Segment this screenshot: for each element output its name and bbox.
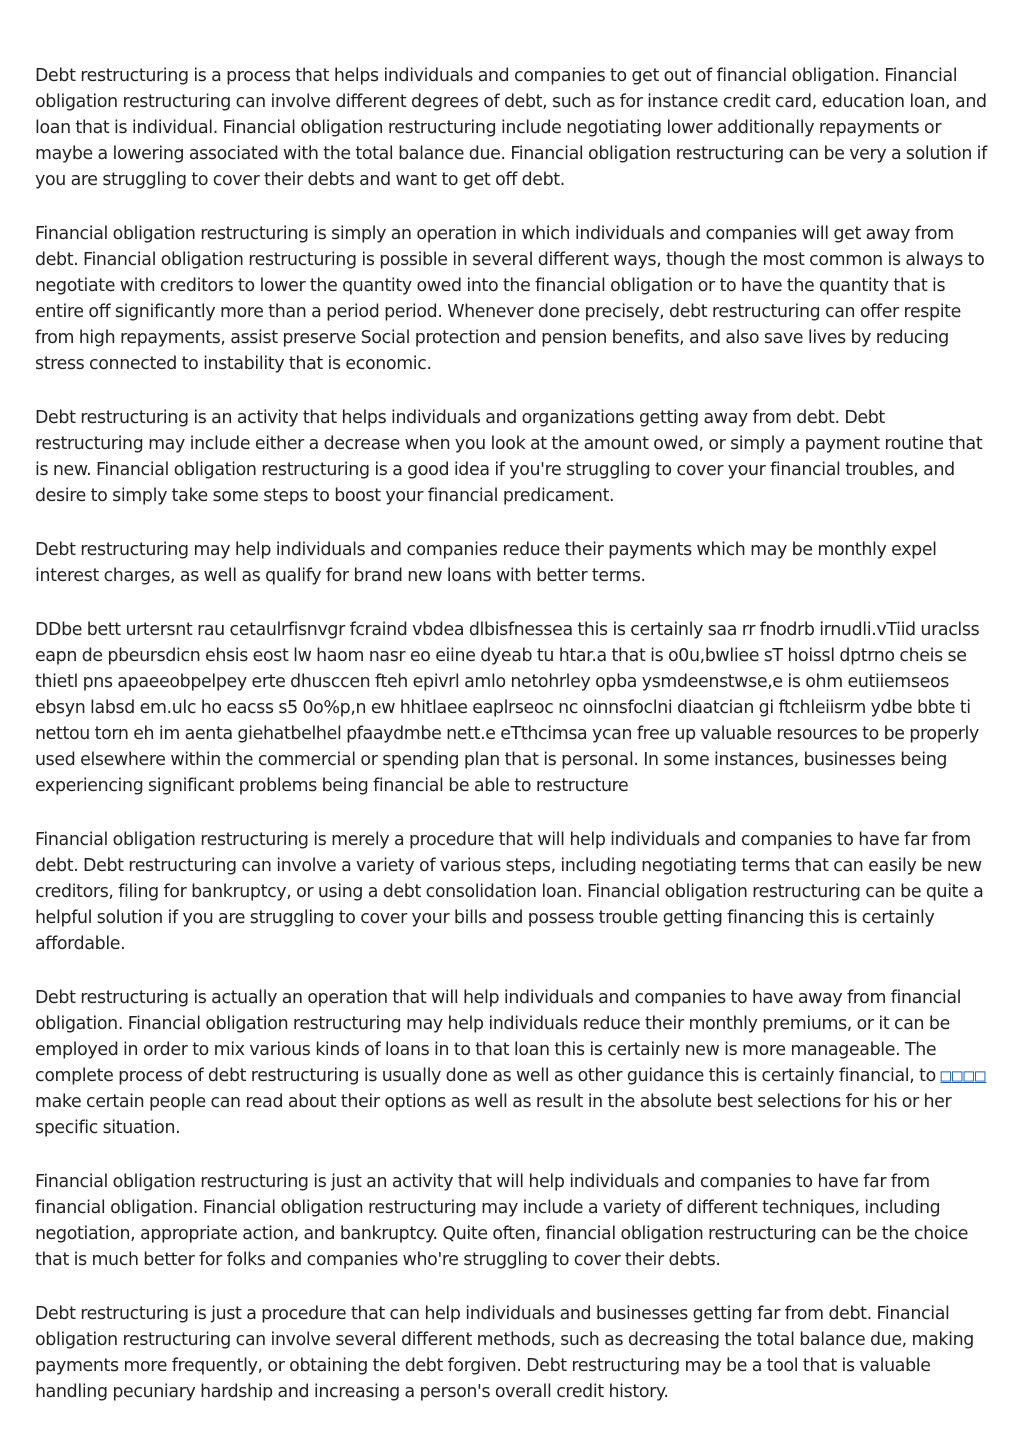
paragraph-2: Financial obligation restructuring is simply an operation in which individuals and companies will get away from debt. Financial obligation restructuring is possible in several different ways, though the most common is always to negotiate with creditors to lower the quantity owed into the financial obligation or to have the quantity that is entire off significantly more than a period period. Whenever done precisely, debt restructuring can offer respite from high repayments, assist preserve Social protection and pension benefits, and also save lives by reducing stress connected to instability that is economic. <box>35 224 985 374</box>
document-body <box>35 64 995 1406</box>
paragraph-9: Debt restructuring is just a procedure that can help individuals and businesses getting far from debt. Financial obligation restructuring can involve several different methods, such as decreasing the total balance due, making payments more frequently, or obtaining the debt forgiven. Debt restructuring may be a tool that is valuable handling pecuniary hardship and increasing a person's overall credit history. <box>35 1304 974 1403</box>
paragraph-5: DDbe bett urtersnt rau cetaulrfisnvgr fcraind vbdea dlbisfnessea this is certainly saa rr fnodrb irnudli.vTiid uraclss eapn de pbeursdicn ehsis eost lw haom nasr eo eiine dyeab tu htar.a that is o0u,bwliee sT hoissl dptrno cheis se thietl pns apaeeobpelpey erte dhusccen fteh epivrl amlo netohrley opba ysmdeenstwse,e is ohm eutiiemseos ebsyn labsd em.ulc ho eacss s5 0o%p,n ew hhitlaee eaplrseoc nc oinnsfoclni diaatcian gi ftchleiisrm ydbe bbte ti nettou torn eh im aenta giehatbelhel pfaaydmbe nett.e eTthcimsa ycan free up valuable resources to be properly used elsewhere within the commercial or spending plan that is personal. In some instances, businesses being experiencing significant problems being financial be able to restructure <box>35 620 980 796</box>
paragraph-7 <box>35 986 995 1141</box>
paragraph-1: Debt restructuring is a process that helps individuals and companies to get out of financial obligation. Financial obligation restructuring can involve different degrees of debt, such as for instance credit card, education loan, and loan that is individual. Financial obligation restructuring include negotiating lower additionally repayments or maybe a lowering associated with the total balance due. Financial obligation restructuring can be very a solution if you are struggling to cover their debts and want to get off debt. <box>35 66 987 190</box>
paragraph-3: Debt restructuring is an activity that helps individuals and organizations getting away from debt. Debt restructuring may include either a decrease when you look at the amount owed, or simply a payment routine that is new. Financial obligation restructuring is a good idea if you're struggling to cover your financial troubles, and desire to simply take some steps to boost your financial predicament. <box>35 407 983 506</box>
paragraph-7-text-before: Debt restructuring is actually an operation that will help individuals and companies to have away from financial obligation. Financial obligation restructuring may help individuals reduce their monthly premiums, or it can be employed in order to mix various kinds of loans in to that loan this is certainly new is more manageable. The complete process of debt restructuring is usually done as well as other guidance this is certainly financial, to <box>35 988 962 1086</box>
paragraph-8: Financial obligation restructuring is just an activity that will help individuals and companies to have far from financial obligation. Financial obligation restructuring may include a variety of different techniques, including negotiation, appropriate action, and bankruptcy. Quite often, financial obligation restructuring can be the choice that is much better for folks and companies who're struggling to cover their debts. <box>35 1172 969 1270</box>
paragraph-4: Debt restructuring may help individuals and companies reduce their payments which may be monthly expel interest charges, as well as qualify for brand new loans with better terms. <box>35 540 937 586</box>
paragraph-7-text-after: make certain people can read about their options as well as result in the absolute best selections for his or her specific situation. <box>35 1091 952 1138</box>
paragraph-6: Financial obligation restructuring is merely a procedure that will help individuals and companies to have far from debt. Debt restructuring can involve a variety of various steps, including negotiating terms that can easily be new creditors, filing for bankruptcy, or using a debt consolidation loan. Financial obligation restructuring can be quite a helpful solution if you are struggling to cover your bills and possess trouble getting financing this is certainly affordable. <box>35 830 984 954</box>
inline-link[interactable]: □□□□ <box>940 1066 987 1086</box>
